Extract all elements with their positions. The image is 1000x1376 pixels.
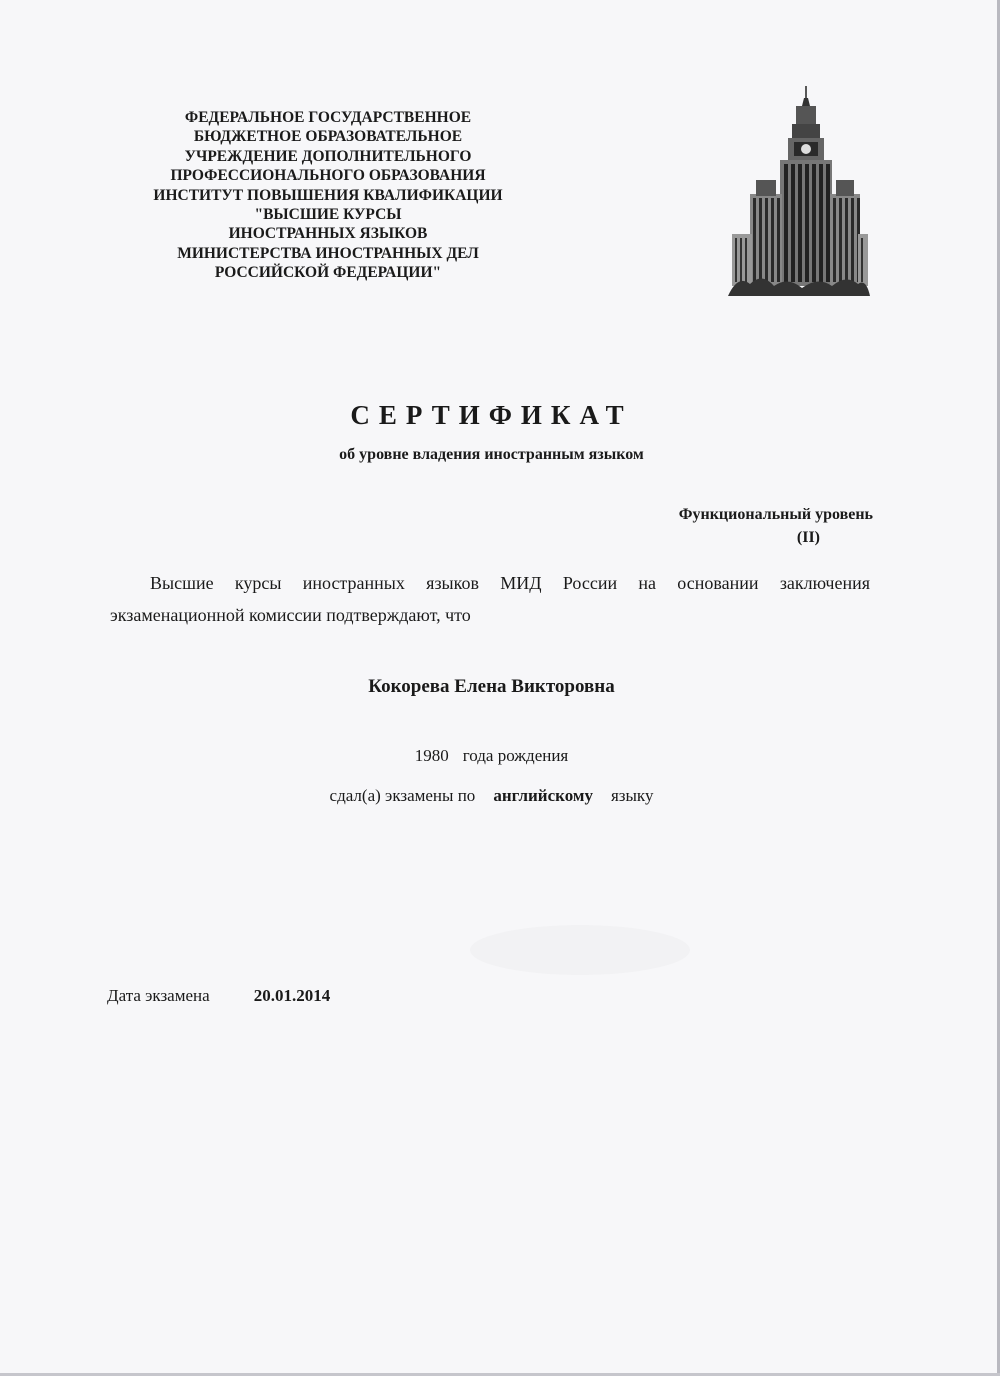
institution-line: РОССИЙСКОЙ ФЕДЕРАЦИИ"	[214, 264, 442, 282]
institution-line: "ВЫСШИЕ КУРСЫ	[254, 206, 402, 224]
exam-prefix: сдал(а) экзамены по	[329, 786, 476, 805]
ministry-building-emblem-icon	[728, 84, 870, 296]
institution-line: ИНОСТРАННЫХ ЯЗЫКОВ	[228, 225, 428, 243]
institution-header	[128, 108, 528, 283]
body-text-line: экзаменационной комиссии подтверждают, что	[110, 605, 471, 625]
exam-language: английскому	[493, 786, 593, 805]
level-label: Функциональный уровень	[678, 506, 873, 523]
exam-line	[0, 786, 983, 806]
certificate-subtitle: об уровне владения иностранным языком	[339, 446, 644, 463]
birth-year: 1980	[414, 746, 449, 765]
body-text-line: Высшие курсы иностранных языков МИД России на основании заключения	[150, 573, 870, 593]
exam-suffix: языку	[610, 786, 654, 805]
exam-date-label: Дата экзамена	[107, 986, 210, 1005]
institution-line: ИНСТИТУТ ПОВЫШЕНИЯ КВАЛИФИКАЦИИ	[153, 186, 503, 204]
scan-smudge	[470, 925, 690, 975]
exam-date-value: 20.01.2014	[253, 986, 331, 1005]
institution-line: ФЕДЕРАЛЬНОЕ ГОСУДАРСТВЕННОЕ	[184, 109, 472, 126]
birth-line	[0, 746, 983, 766]
certificate-title: СЕРТИФИКАТ	[350, 400, 633, 430]
institution-line: ПРОФЕССИОНАЛЬНОГО ОБРАЗОВАНИЯ	[170, 167, 486, 185]
institution-line: БЮДЖЕТНОЕ ОБРАЗОВАТЕЛЬНОЕ	[193, 128, 463, 146]
exam-date-row	[107, 986, 330, 1006]
level-value: (II)	[796, 529, 820, 546]
holder-name: Кокорева Елена Викторовна	[368, 676, 615, 697]
institution-line: УЧРЕЖДЕНИЕ ДОПОЛНИТЕЛЬНОГО	[184, 147, 472, 165]
institution-line: МИНИСТЕРСТВА ИНОСТРАННЫХ ДЕЛ	[177, 244, 479, 262]
birth-suffix: года рождения	[462, 746, 569, 765]
